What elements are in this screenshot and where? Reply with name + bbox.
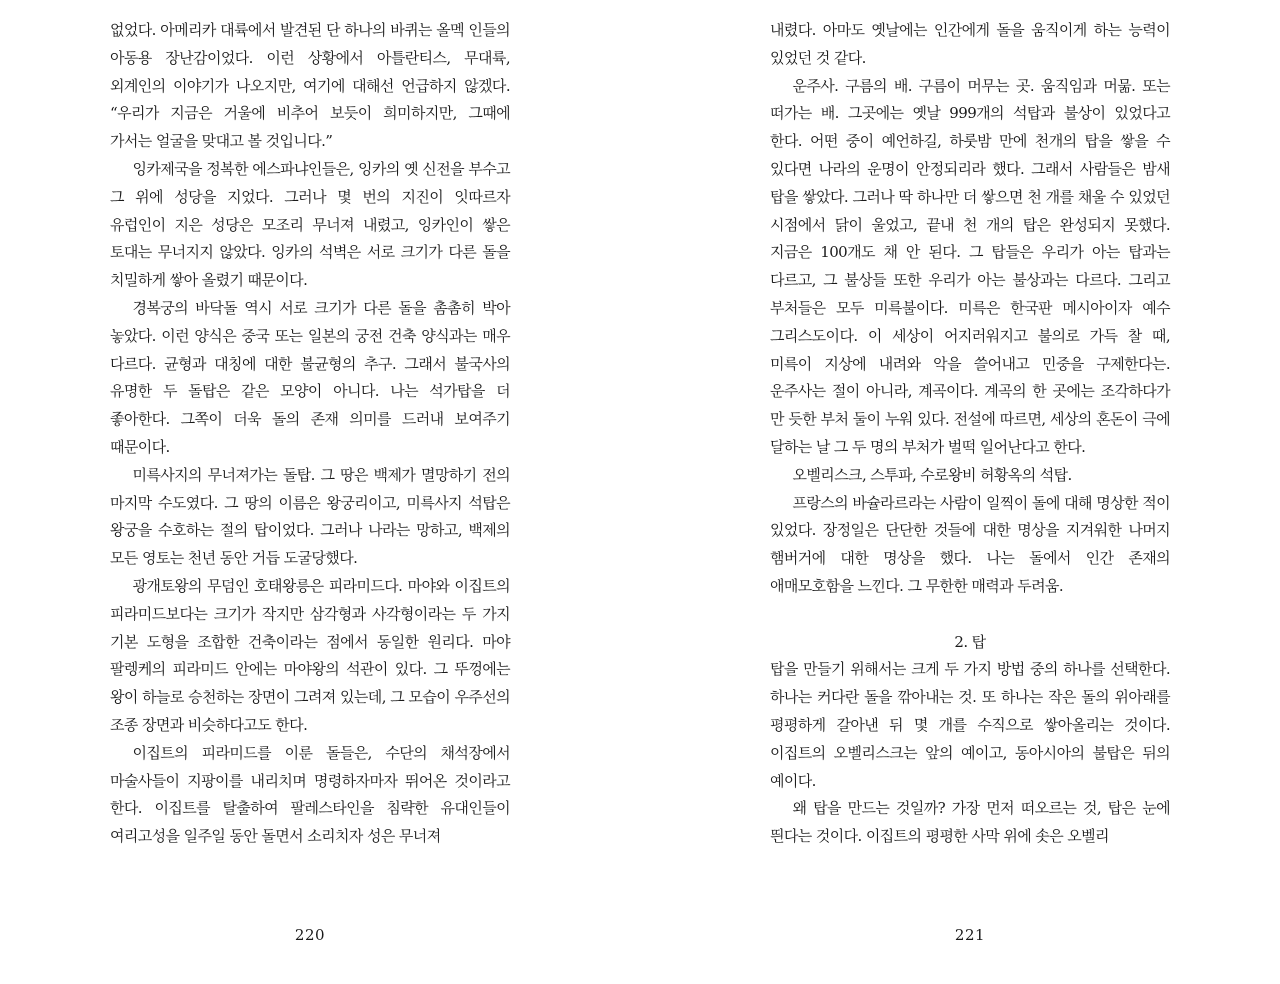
section-spacer: [770, 601, 1170, 629]
paragraph: 프랑스의 바슐라르라는 사람이 일찍이 돌에 대해 명상한 적이 있었다. 장정일은 단단한 것들에 대한 명상을 지겨워한 나머지 햄버거에 대한 명상을 했다. 나는 돌에서 인간 존재의 애매모호함을 느낀다. 그 무한한 매력과 두려움.: [770, 493, 1170, 595]
right-page: [640, 0, 1280, 984]
left-page-body: [110, 17, 510, 851]
paragraph: 경복궁의 바닥돌 역시 서로 크기가 다른 돌을 촘촘히 박아 놓았다. 이런 양식은 중국 또는 일본의 궁전 건축 양식과는 매우 다르다. 균형과 대칭에 대한 불균형의 추구. 그래서 불국사의 유명한 두 돌탑은 같은 모양이 아니다. 나는 석가탑을 더 좋아한다. 그쪽이 더욱 돌의 존재 의미를 드러내 보여주기 때문이다.: [110, 298, 510, 456]
paragraph: 잉카제국을 정복한 에스파냐인들은, 잉카의 옛 신전을 부수고 그 위에 성당을 지었다. 그러나 몇 번의 지진이 잇따르자 유럽인이 지은 성당은 모조리 무너져 내렸고, 잉카인이 쌓은 토대는 무너지지 않았다. 잉카의 석벽은 서로 크기가 다른 돌을 치밀하게 쌓아 올렸기 때문이다.: [110, 159, 510, 290]
section-heading: 2. 탑: [954, 632, 986, 651]
paragraph: 미륵사지의 무너져가는 돌탑. 그 땅은 백제가 멸망하기 전의 마지막 수도였다. 그 땅의 이름은 왕궁리이고, 미륵사지 석탑은 왕궁을 수호하는 절의 탑이었다. 그러나 나라는 망하고, 백제의 모든 영토는 천년 동안 거듭 도굴당했다.: [110, 465, 510, 568]
paragraph: 광개토왕의 무덤인 호태왕릉은 피라미드다. 마야와 이집트의 피라미드보다는 크기가 작지만 삼각형과 사각형이라는 두 가지 기본 도형을 조합한 건축이라는 점에서 동일한 원리다. 마야 팔렝케의 피라미드 안에는 마야왕의 석관이 있다. 그 뚜껑에는 왕이 하늘로 승천하는 장면이 그려져 있는데, 그 모습이 우주선의 조종 장면과 비슷하다고도 한다.: [110, 576, 510, 734]
page-number: 221: [954, 926, 986, 944]
paragraph: 오벨리스크, 스투파, 수로왕비 허황옥의 석탑.: [792, 465, 1072, 484]
paragraph: 탑을 만들기 위해서는 크게 두 가지 방법 중의 하나를 선택한다. 하나는 커다란 돌을 깎아내는 것. 또 하나는 작은 돌의 위아래를 평평하게 갈아낸 뒤 몇 개를 수직으로 쌓아올리는 것이다. 이집트의 오벨리스크는 앞의 예이고, 동아시아의 불탑은 뒤의 예이다.: [770, 660, 1170, 790]
right-page-body: [770, 17, 1170, 851]
paragraph: 왜 탑을 만드는 것일까? 가장 먼저 떠오르는 것, 탑은 눈에 띈다는 것이다. 이집트의 평평한 사막 위에 솟은 오벨리: [770, 799, 1170, 846]
paragraph: 이집트의 피라미드를 이룬 돌들은, 수단의 채석장에서 마술사들이 지팡이를 내리치며 명령하자마자 뛰어온 것이라고 한다. 이집트를 탈출하여 팔레스타인을 침략한 유대인들이 여리고성을 일주일 동안 돌면서 소리치자 성은 무너져: [110, 743, 510, 846]
paragraph: 없었다. 아메리카 대륙에서 발견된 단 하나의 바퀴는 올멕 인들의 아동용 장난감이었다. 이런 상황에서 아틀란티스, 무대륙, 외계인의 이야기가 나오지만, 여기에 대해선 언급하지 않겠다. “우리가 지금은 거울에 비추어 보듯이 희미하지만, 그때에 가서는 얼굴을 맞대고 볼 것입니다.”: [110, 21, 510, 151]
page-number: 220: [294, 926, 326, 944]
paragraph: 운주사. 구름의 배. 구름이 머무는 곳. 움직임과 머묾. 또는 떠가는 배. 그곳에는 옛날 999개의 석탑과 불상이 있었다고 한다. 어떤 중이 예언하길, 하룻밤 만에 천개의 탑을 쌓을 수 있다면 나라의 운명이 안정되리라 했다. 그래서 사람들은 밤새 탑을 쌓았다. 그러나 딱 하나만 더 쌓으면 천 개를 채울 수 있었던 시점에서 닭이 울었고, 끝내 천 개의 탑은 완성되지 못했다. 지금은 100개도 채 안 된다. 그 탑들은 우리가 아는 탑과는 다르고, 그 불상들 또한 우리가 아는 불상과는 다르다. 그리고 부처들은 모두 미륵불이다. 미륵은 한국판 메시아이자 예수 그리스도이다. 이 세상이 어지러워지고 불의로 가득 찰 때, 미륵이 지상에 내려와 악을 쓸어내고 민중을 구제한다는. 운주사는 절이 아니라, 계곡이다. 계곡의 한 곳에는 조각하다가 만 듯한 부처 둘이 누워 있다. 전설에 따르면, 세상의 혼돈이 극에 달하는 날 그 두 명의 부처가 벌떡 일어난다고 한다.: [770, 76, 1170, 456]
paragraph: 내렸다. 아마도 옛날에는 인간에게 돌을 움직이게 하는 능력이 있었던 것 같다.: [770, 21, 1170, 67]
